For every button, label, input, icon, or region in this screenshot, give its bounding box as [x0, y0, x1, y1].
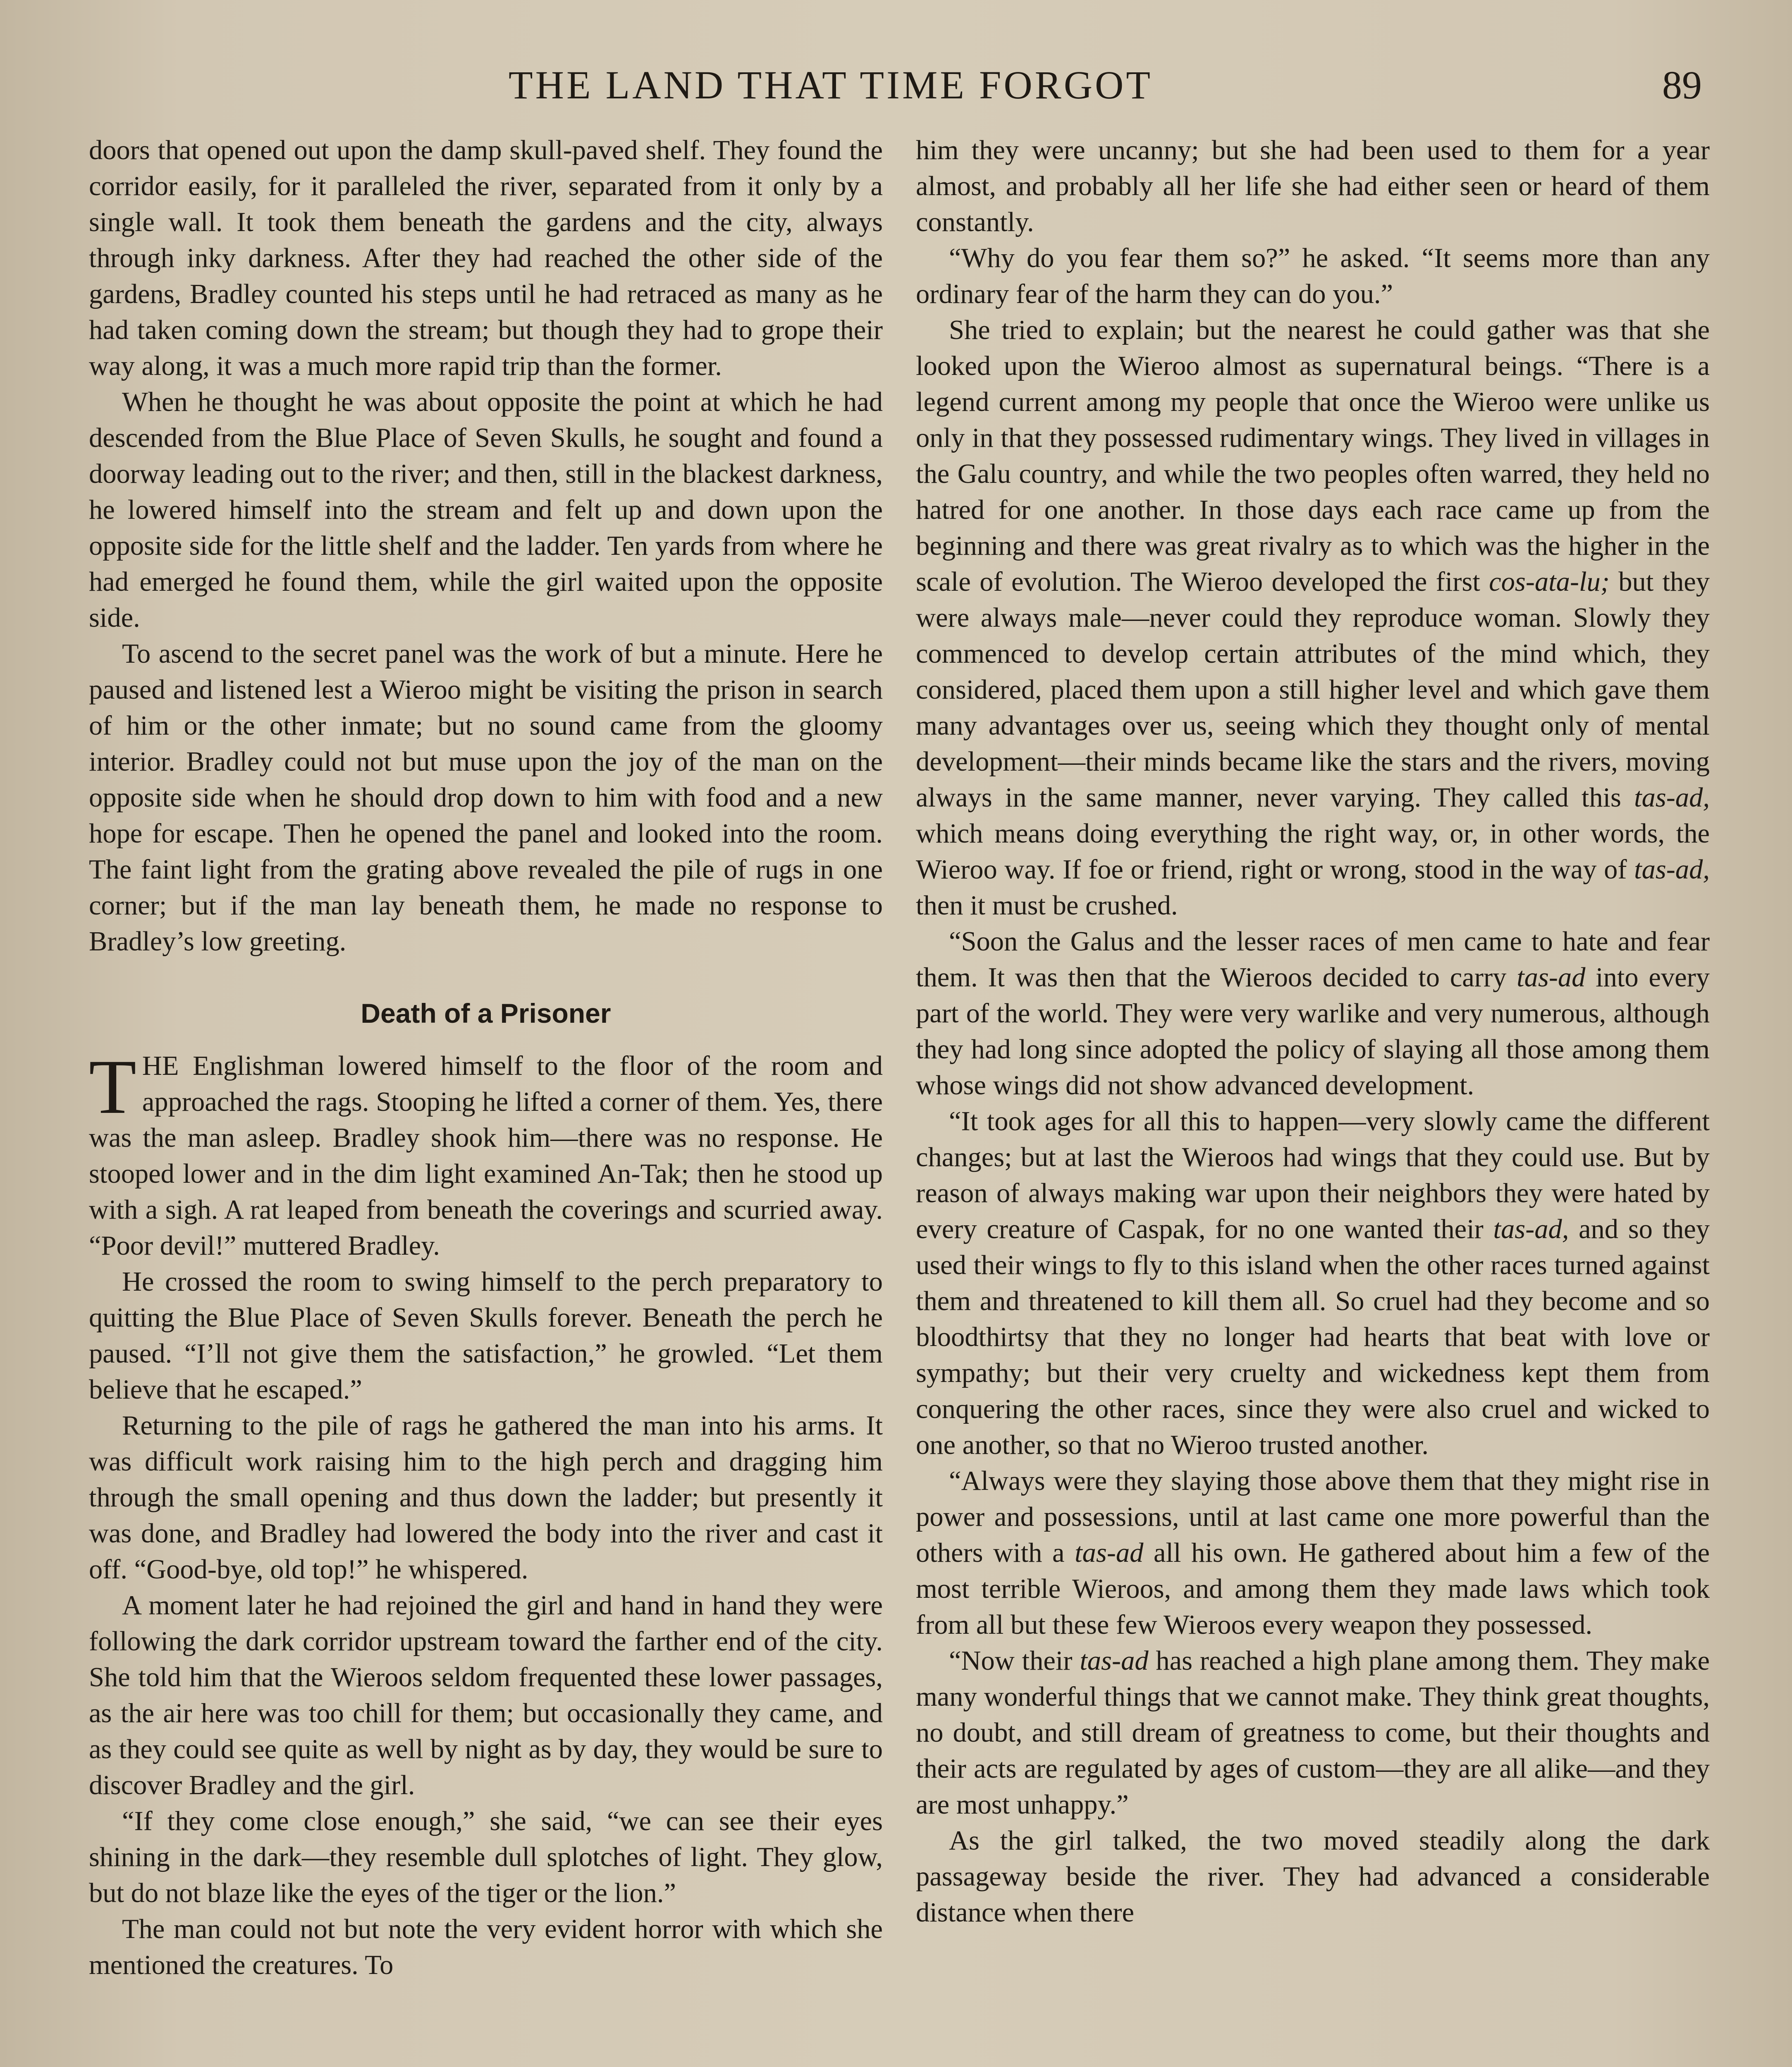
paragraph: He crossed the room to swing himself to the perch preparatory to quitting the Blue Place of Seven Skulls forever. Beneath the perch he paused. “I’ll not give them the satisfaction,” he growled. “Let them believe that he escaped.” [89, 1267, 883, 1405]
right-column [916, 132, 1710, 1931]
paragraph: Returning to the pile of rags he gathered the man into his arms. It was difficult work raising him to the high perch and dragging him through the small opening and thus down the ladder; but presently it was done, and Bradley had lowered the body into the river and cast it off. “Good-bye, old top!” he whispered. [89, 1411, 883, 1585]
italic-term: tas-ad, [1493, 1214, 1569, 1244]
paragraph-text: which means doing everything the right way, or, in other words, the Wieroo way. If foe or friend, right or wrong, stood in the way of [916, 819, 1710, 885]
section-heading: Death of a Prisoner [361, 998, 611, 1029]
paragraph: “If they come close enough,” she said, “we can see their eyes shining in the dark—they resemble dull splotches of light. They glow, but do not blaze like the eyes of the tiger or the lion.” [89, 1806, 883, 1908]
paragraph-text: “Now their [949, 1646, 1080, 1676]
paragraph [916, 924, 1710, 1103]
paragraph-text: “It took ages for all this to happen—very slowly came the different changes; but at last the Wieroos had wings that they could use. But by reason of always making war upon their neighbors they were hated by every creature of Caspak, for no one wanted their [916, 1106, 1710, 1244]
paragraph-text: into every part of the world. They were very warlike and very numerous, although they had long since adopted the policy of slaying all those among them whose wings did not show advanced development. [916, 962, 1710, 1100]
page-header [0, 62, 1792, 124]
italic-term: tas-ad [1075, 1538, 1144, 1568]
drop-cap: T [89, 1043, 136, 1130]
paragraph-text: but they were always male—never could they reproduce woman. Slowly they commenced to develop certain attributes of the mind which, they considered, placed them upon a still higher level and which gave them many advantages over us, seeing which they thought only of mental development—their minds became like the stars and the rivers, moving always in the same manner, never varying. They called this [916, 567, 1710, 813]
paragraph [916, 1103, 1710, 1463]
running-title: THE LAND THAT TIME FORGOT [509, 63, 1153, 107]
paragraph [916, 1463, 1710, 1643]
paragraph-text: and so they used their wings to fly to this island when the other races turned against them and threatened to kill them all. So cruel had they become and so bloodthirtsy that they no longer had hearts that beat with love or sympathy; but their very cruelty and wickedness kept them from conquering the other races, since they were also cruel and wicked to one another, so that no Wieroo trusted another. [916, 1214, 1710, 1460]
page-number: 89 [1662, 63, 1702, 107]
paragraph: doors that opened out upon the damp skull-paved shelf. They found the corridor easily, for it paralleled the river, separated from it only by a single wall. It took them beneath the gardens and the city, always through inky darkness. After they had reached the other side of the gardens, Bradley counted his steps until he had retraced as many as he had taken coming down the stream; but though they had to grope their way along, it was a much more rapid trip than the former. [89, 135, 883, 381]
paragraph [89, 1043, 883, 1264]
italic-term: tas-ad, [1634, 854, 1710, 885]
italic-term: cos-ata-lu; [1489, 567, 1610, 597]
paragraph-text: has reached a high plane among them. They make many wonderful things that we cannot make. They think great thoughts, no doubt, and still dream of greatness to come, but their thoughts and their acts are regulated by ages of custom—they are all alike—and they are most unhappy.” [916, 1646, 1710, 1820]
paragraph: The man could not but note the very evident horror with which she mentioned the creatures. To [89, 1914, 883, 1980]
paragraph-text: HE Englishman lowered himself to the floor of the room and approached the rags. Stooping he lifted a corner of them. Yes, there was the man asleep. Bradley shook him—there was no response. He stooped lower and in the dim light examined An-Tak; then he stood up with a sigh. A rat leaped from beneath the coverings and scurried away. “Poor devil!” muttered Bradley. [89, 1051, 883, 1261]
paragraph-text: then it must be crushed. [916, 890, 1178, 921]
paragraph: “Why do you fear them so?” he asked. “It seems more than any ordinary fear of the harm they can do you.” [916, 243, 1710, 309]
paragraph: When he thought he was about opposite the point at which he had descended from the Blue Place of Seven Skulls, he sought and found a doorway leading out to the river; and then, still in the blackest darkness, he lowered himself into the stream and felt up and down upon the opposite side for the little shelf and the ladder. Ten yards from where he had emerged he found them, while the girl waited upon the opposite side. [89, 387, 883, 633]
italic-term: tas-ad [1080, 1646, 1149, 1676]
paragraph [916, 1643, 1710, 1823]
italic-term: tas-ad [1517, 962, 1586, 993]
paragraph: him they were uncanny; but she had been used to them for a year almost, and probably all her life she had either seen or heard of them constantly. [916, 135, 1710, 237]
paragraph: A moment later he had rejoined the girl and hand in hand they were following the dark corridor upstream toward the farther end of the city. She told him that the Wieroos seldom frequented these lower passages, as the air here was too chill for them; but occasionally they came, and as they could see quite as well by night as by day, they would be sure to discover Bradley and the girl. [89, 1590, 883, 1800]
paragraph: As the girl talked, the two moved steadily along the dark passageway beside the river. They had advanced a considerable distance when there [916, 1826, 1710, 1928]
paragraph [916, 312, 1710, 924]
paragraph-text: all his own. He gathered about him a few of the most terrible Wieroos, and among them they made laws which took from all but these few Wieroos every weapon they possessed. [916, 1538, 1710, 1640]
paragraph-text: She tried to explain; but the nearest he could gather was that she looked upon the Wieroo almost as supernatural beings. “There is a legend current among my people that once the Wieroo were unlike us only in that they possessed rudimentary wings. They lived in villages in the Galu country, and while the two peoples often warred, they held no hatred for one another. In those days each race came up from the beginning and there was great rivalry as to which was the higher in the scale of evolution. The Wieroo developed the first [916, 315, 1710, 597]
italic-term: tas-ad, [1634, 783, 1710, 813]
paragraph-text: “Soon the Galus and the lesser races of men came to hate and fear them. It was then that the Wieroos decided to carry [916, 926, 1710, 993]
paragraph: To ascend to the secret panel was the work of but a minute. Here he paused and listened lest a Wieroo might be visiting the prison in search of him or the other inmate; but no sound came from the gloomy interior. Bradley could not but muse upon the joy of the man on the opposite side when he should drop down to him with food and a new hope for escape. Then he opened the panel and looked into the room. The faint light from the grating above revealed the pile of rugs in one corner; but if the man lay beneath them, he made no response to Bradley’s low greeting. [89, 639, 883, 957]
left-column [89, 132, 883, 1983]
paragraph-text: “Always were they slaying those above them that they might rise in power and possessions, until at last came one more powerful than the others with a [916, 1466, 1710, 1568]
